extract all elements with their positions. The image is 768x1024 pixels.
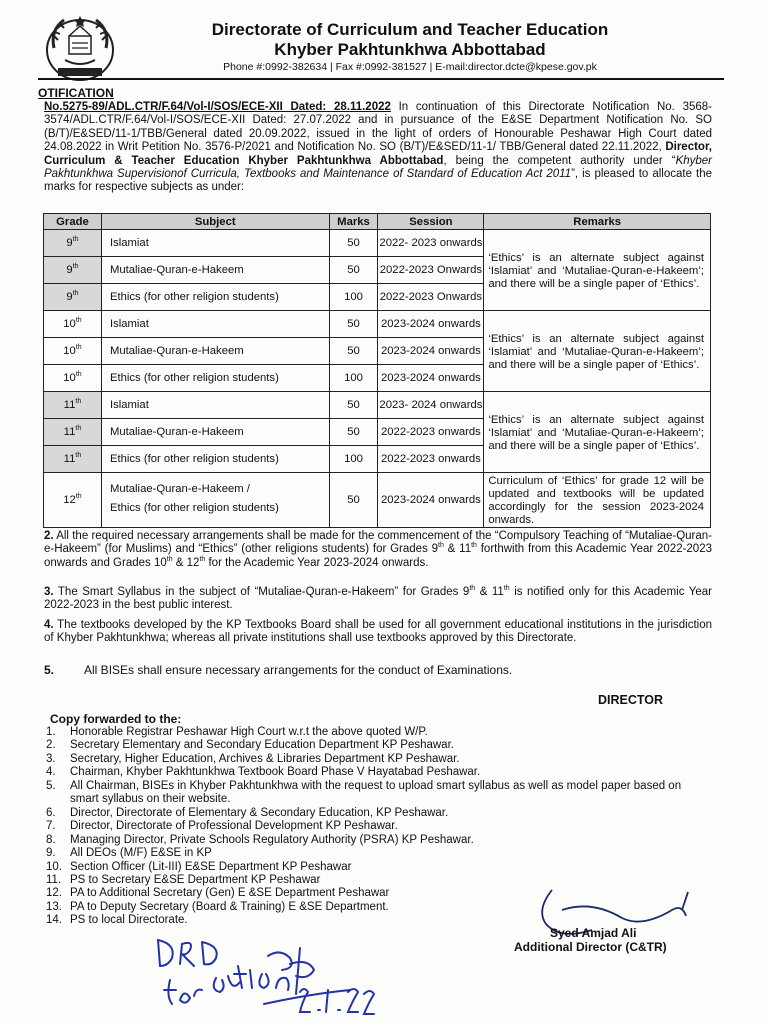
table-row xyxy=(44,473,711,528)
subject-cell: Mutaliae-Quran-e-Hakeem xyxy=(101,257,329,284)
header-session: Session xyxy=(378,214,484,230)
session-cell: 2023-2024 onwards xyxy=(378,311,484,338)
list-item: 7. Director, Directorate of Professional Development KP Peshawar. xyxy=(46,820,398,833)
grade-cell: 10th xyxy=(44,365,102,392)
notification-reference: No.5275-89/ADL.CTR/F.64/Vol-I/SOS/ECE-XII Dated: 28.11.2022 xyxy=(44,101,391,113)
grade-cell: 10th xyxy=(44,338,102,365)
session-cell: 2022-2023 onwards xyxy=(378,419,484,446)
subject-cell: Islamiat xyxy=(101,392,329,419)
paragraph-5: 5. All BISEs shall ensure necessary arrangements for the conduct of Examinations. xyxy=(44,663,513,677)
header-remarks: Remarks xyxy=(484,214,711,230)
subject-cell: Islamiat xyxy=(101,311,329,338)
marks-cell: 50 xyxy=(329,257,378,284)
table-row xyxy=(44,311,711,338)
session-cell: 2022-2023 Onwards xyxy=(378,284,484,311)
signatory-name: Syed Amjad Ali xyxy=(550,926,637,940)
subject-cell: Ethics (for other religion students) xyxy=(101,365,329,392)
table-header-row xyxy=(44,214,711,230)
subject-cell: Ethics (for other religion students) xyxy=(101,446,329,473)
subject-cell: Mutaliae-Quran-e-Hakeem / Ethics (for other religion students) xyxy=(101,473,329,528)
list-item: 12. PA to Additional Secretary (Gen) E &SE Department Peshawar xyxy=(46,887,390,900)
directorate-subtitle: Khyber Pakhtunkhwa Abbottabad xyxy=(274,40,546,59)
handwritten-note xyxy=(150,918,400,1018)
session-cell: 2022-2023 Onwards xyxy=(378,257,484,284)
header-marks: Marks xyxy=(329,214,378,230)
paragraph-4: 4. The textbooks developed by the KP Textbooks Board shall be used for all government educational institutions in the jurisdiction of Khyber Pakhtunkhwa; whereas all private institutions shall use textbooks approved by this Directorate. xyxy=(44,619,712,645)
session-cell: 2023-2024 onwards xyxy=(378,338,484,365)
list-item: 6. Director, Directorate of Elementary & Secondary Education, KP Peshawar. xyxy=(46,806,449,819)
session-cell: 2023- 2024 onwards xyxy=(378,392,484,419)
grade-cell: 9th xyxy=(44,284,102,311)
grade-cell: 9th xyxy=(44,257,102,284)
contact-line: Phone #:0992-382634 | Fax #:0992-381527 | E-mail:director.dcte@kpese.gov.pk xyxy=(223,61,597,73)
list-item: 8. Managing Director, Private Schools Regulatory Authority (PSRA) KP Peshawar. xyxy=(46,833,474,846)
list-item: 10. Section Officer (Lit-III) E&SE Department KP Peshawar xyxy=(46,860,352,873)
header-subject: Subject xyxy=(101,214,329,230)
list-item: 3. Secretary, Higher Education, Archives & Libraries Department KP Peshawar. xyxy=(46,752,460,765)
grade-cell: 11th xyxy=(44,446,102,473)
act-title: Khyber Pakhtunkhwa Supervisionof Curricula, Textbooks and Maintenance of Standard of Education Act 2011 xyxy=(44,154,712,181)
session-cell: 2023-2024 onwards xyxy=(378,473,484,528)
list-item: 11. PS to Secretary E&SE Department KP Peshawar xyxy=(46,873,321,886)
header-grade: Grade xyxy=(44,214,102,230)
table-row xyxy=(44,230,711,257)
remarks-cell: ‘Ethics’ is an alternate subject against ‘Islamiat’ and ‘Mutaliae-Quran-e-Hakeem’; and there will be a single paper of ‘Ethics’. xyxy=(484,311,711,392)
marks-allocation-table xyxy=(43,213,711,528)
header-divider xyxy=(38,78,724,80)
grade-cell: 11th xyxy=(44,392,102,419)
remarks-cell: ‘Ethics’ is an alternate subject against ‘Islamiat’ and ‘Mutaliae-Quran-e-Hakeem’; and there will be a single paper of ‘Ethics’. xyxy=(484,230,711,311)
list-item: 13. PA to Deputy Secretary (Board & Training) E &SE Department. xyxy=(46,900,389,913)
subject-cell: Mutaliae-Quran-e-Hakeem xyxy=(101,419,329,446)
list-item: 1. Honorable Registrar Peshawar High Court w.r.t the above quoted W/P. xyxy=(46,726,428,738)
marks-cell: 50 xyxy=(329,338,378,365)
list-item: 9. All DEOs (M/F) E&SE in KP xyxy=(46,847,212,860)
list-item: 4. Chairman, Khyber Pakhtunkhwa Textbook Board Phase V Hayatabad Peshawar. xyxy=(46,766,481,779)
notification-heading: OTIFICATION xyxy=(38,86,114,100)
list-item: 2. Secretary Elementary and Secondary Education Department KP Peshawar. xyxy=(46,739,454,752)
paragraph-2: 2. All the required necessary arrangements shall be made for the commencement of the “Compulsory Teaching of “Mutaliae-Quran-e-Hakeem” (for Muslims) and “Ethics” (other religions students) for Grades 9th & 11th forthwith from this Academic Year 2022-2023 onwards and Grades 10th & 12th for the Academic Year 2023-2024 onwards. xyxy=(44,530,712,569)
session-cell: 2022- 2023 onwards xyxy=(378,230,484,257)
grade-cell: 9th xyxy=(44,230,102,257)
marks-cell: 50 xyxy=(329,230,378,257)
marks-cell: 100 xyxy=(329,446,378,473)
marks-cell: 50 xyxy=(329,392,378,419)
signatory-title: Additional Director (C&TR) xyxy=(514,940,667,954)
marks-cell: 50 xyxy=(329,419,378,446)
marks-cell: 100 xyxy=(329,284,378,311)
kp-government-emblem-icon xyxy=(40,10,120,84)
grade-cell: 10th xyxy=(44,311,102,338)
intro-paragraph: No.5275-89/ADL.CTR/F.64/Vol-I/SOS/ECE-XII Dated: 28.11.2022 In continuation of this Directorate Notification No. 3568-3574/ADL.CTR/F.64/Vol-I/SOS/ECE-XII Dated: 27.07.2022 and in pursuance of the E&SE Department Notification No. SO (B/T)/E&SED/11-1/TBB/General dated 20.09.2022, issued in the light of orders of Honourable Peshawar High Court dated 24.08.2022 in Writ Petition No. 3576-P/2021 and Notification No. SO (B/T)/E&SED/11-1/ TBB/General dated 22.11.2022, Director, Curriculum & Teacher Education Khyber Pakhtunkhwa Abbottabad, being the competent authority under “Khyber Pakhtunkhwa Supervisionof Curricula, Textbooks and Maintenance of Standard of Education Act 2011”, is pleased to allocate the marks for respective subjects as under: xyxy=(44,101,712,194)
copy-forwarded-heading: Copy forwarded to the: xyxy=(50,712,182,726)
session-cell: 2022-2023 onwards xyxy=(378,446,484,473)
remarks-cell: Curriculum of ‘Ethics’ for grade 12 will be updated and textbooks will be updated accordingly for the session 2023-2024 onwards. xyxy=(484,473,711,528)
subject-cell: Islamiat xyxy=(101,230,329,257)
list-item: 5. All Chairman, BISEs in Khyber Pakhtunkhwa with the request to upload smart syllabus as well as model paper based on smart syllabus on their website. xyxy=(46,779,682,806)
session-cell: 2023-2024 onwards xyxy=(378,365,484,392)
subject-cell: Ethics (for other religion students) xyxy=(101,284,329,311)
paragraph-3: 3. The Smart Syllabus in the subject of “Mutaliae-Quran-e-Hakeem” for Grades 9th & 11th is notified only for this Academic Year 2022-2023 in the best public interest. xyxy=(44,585,713,612)
grade-cell: 11th xyxy=(44,419,102,446)
table-row xyxy=(44,392,711,419)
directorate-title: Directorate of Curriculum and Teacher Education xyxy=(211,20,609,39)
subject-cell: Mutaliae-Quran-e-Hakeem xyxy=(101,338,329,365)
director-label: DIRECTOR xyxy=(598,693,664,707)
marks-cell: 100 xyxy=(329,365,378,392)
list-item: 14. PS to local Directorate. xyxy=(46,914,188,927)
competent-authority: Director, Curriculum & Teacher Education Khyber Pakhtunkhwa Abbottabad xyxy=(44,141,712,167)
marks-cell: 50 xyxy=(329,473,378,528)
marks-cell: 50 xyxy=(329,311,378,338)
remarks-cell: ‘Ethics’ is an alternate subject against ‘Islamiat’ and ‘Mutaliae-Quran-e-Hakeem’; and there will be a single paper of ‘Ethics’. xyxy=(484,392,711,473)
grade-cell: 12th xyxy=(44,473,102,528)
